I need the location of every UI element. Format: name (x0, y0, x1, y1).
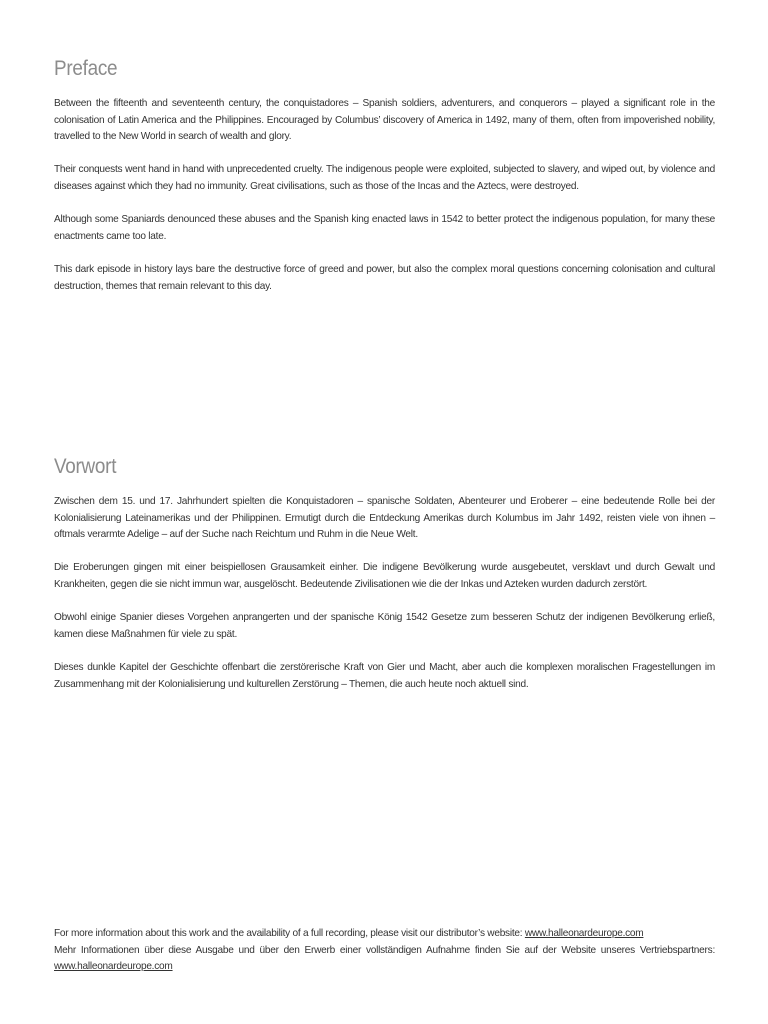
preface-paragraph: Although some Spaniards denounced these abuses and the Spanish king enacted laws in 1542 to better protect the indigenous population, for many these enactments came too late. (54, 214, 715, 242)
preface-heading: Preface (54, 57, 118, 80)
distributor-link-de[interactable]: www.halleonardeurope.com (54, 961, 173, 973)
vorwort-section (54, 454, 715, 710)
preface-section (54, 56, 715, 312)
preface-paragraph: Between the fifteenth and seventeenth century, the conquistadores – Spanish soldiers, adventurers, and conquerors – played a significant role in the colonisation of Latin America and the Philippines. Encouraged by Columbus’ discovery of America in 1492, many of them, often from impoverished nobility, travelled to the New World in search of wealth and glory. (54, 98, 715, 143)
vorwort-heading: Vorwort (54, 455, 117, 478)
vorwort-paragraph: Die Eroberungen gingen mit einer beispiellosen Grausamkeit einher. Die indigene Bevölkerung wurde ausgebeutet, versklavt und durch Gewalt und Krankheiten, gegen die sie nicht immun war, ausgelöscht. Bedeutende Zivilisationen wie die der Inkas und Azteken wurden dadurch zerstört. (54, 562, 715, 590)
vorwort-paragraph: Obwohl einige Spanier dieses Vorgehen anprangerten und der spanische König 1542 Gesetze zum besseren Schutz der indigenen Bevölkerung erließ, kamen diese Maßnahmen für viele zu spät. (54, 612, 715, 640)
footer-german-line (54, 943, 715, 976)
footer-english-line (54, 926, 715, 943)
distributor-link-en[interactable]: www.halleonardeurope.com (524, 928, 644, 939)
preface-paragraph: This dark episode in history lays bare the destructive force of greed and power, but also the complex moral questions concerning colonisation and cultural destruction, themes that remain relevant to this day. (54, 263, 715, 292)
footer-info (54, 926, 715, 976)
vorwort-paragraph: Dieses dunkle Kapitel der Geschichte offenbart die zerstörerische Kraft von Gier und Macht, aber auch die komplexen moralischen Fragestellungen im Zusammenhang mit der Kolonialisierung und kulturellen Zerstörung – Themen, die auch heute noch aktuell sind. (54, 661, 715, 690)
preface-paragraph: Their conquests went hand in hand with unprecedented cruelty. The indigenous people were exploited, subjected to slavery, and wiped out, by violence and diseases against which they had no immunity. Great civilisations, such as those of the Incas and the Aztecs, were destroyed. (54, 164, 715, 192)
footer-english-text: For more information about this work and the availability of a full recording, please visit our distributor’s website: (54, 928, 525, 939)
vorwort-paragraph: Zwischen dem 15. und 17. Jahrhundert spielten die Konquistadoren – spanische Soldaten, Abenteurer und Eroberer – eine bedeutende Rolle bei der Kolonialisierung Lateinamerikas und der Philippinen. Ermutigt durch die Entdeckung Amerikas durch Kolumbus im Jahr 1492, reisten viele von ihnen – oftmals verarmte Adelige – auf der Suche nach Reichtum und Ruhm in die Neue Welt. (54, 496, 715, 541)
footer-german-text: Mehr Informationen über diese Ausgabe und über den Erwerb einer vollständigen Aufnahme finden Sie auf der Website unseres Vertriebspartners: (54, 944, 715, 956)
